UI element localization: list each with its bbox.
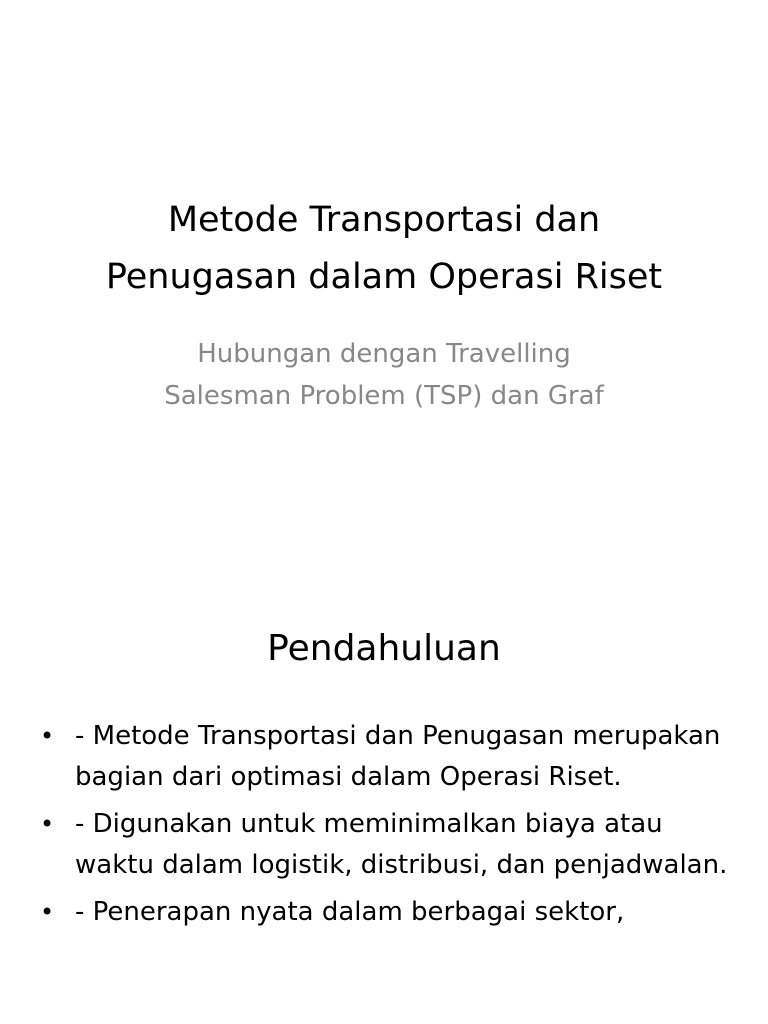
slide-subtitle: Hubungan dengan Travelling Salesman Problem (TSP) dan Graf <box>164 339 604 411</box>
bullet-list <box>40 716 740 939</box>
bullet-item <box>40 892 740 933</box>
bullet-icon: • <box>40 810 55 838</box>
slide-title: Metode Transportasi dan Penugasan dalam Operasi Riset <box>105 200 663 297</box>
bullet-icon: • <box>40 722 55 750</box>
section-title: Pendahuluan <box>267 628 501 669</box>
bullet-item <box>40 804 740 886</box>
bullet-text: - Penerapan nyata dalam berbagai sektor, <box>75 897 625 927</box>
bullet-text: - Metode Transportasi dan Penugasan merupakan bagian dari optimasi dalam Operasi Riset. <box>75 721 721 792</box>
content-slide <box>0 576 768 1024</box>
bullet-text: - Digunakan untuk meminimalkan biaya atau waktu dalam logistik, distribusi, dan penjadwalan. <box>75 809 728 880</box>
bullet-icon: • <box>40 898 55 926</box>
bullet-item <box>40 716 740 798</box>
